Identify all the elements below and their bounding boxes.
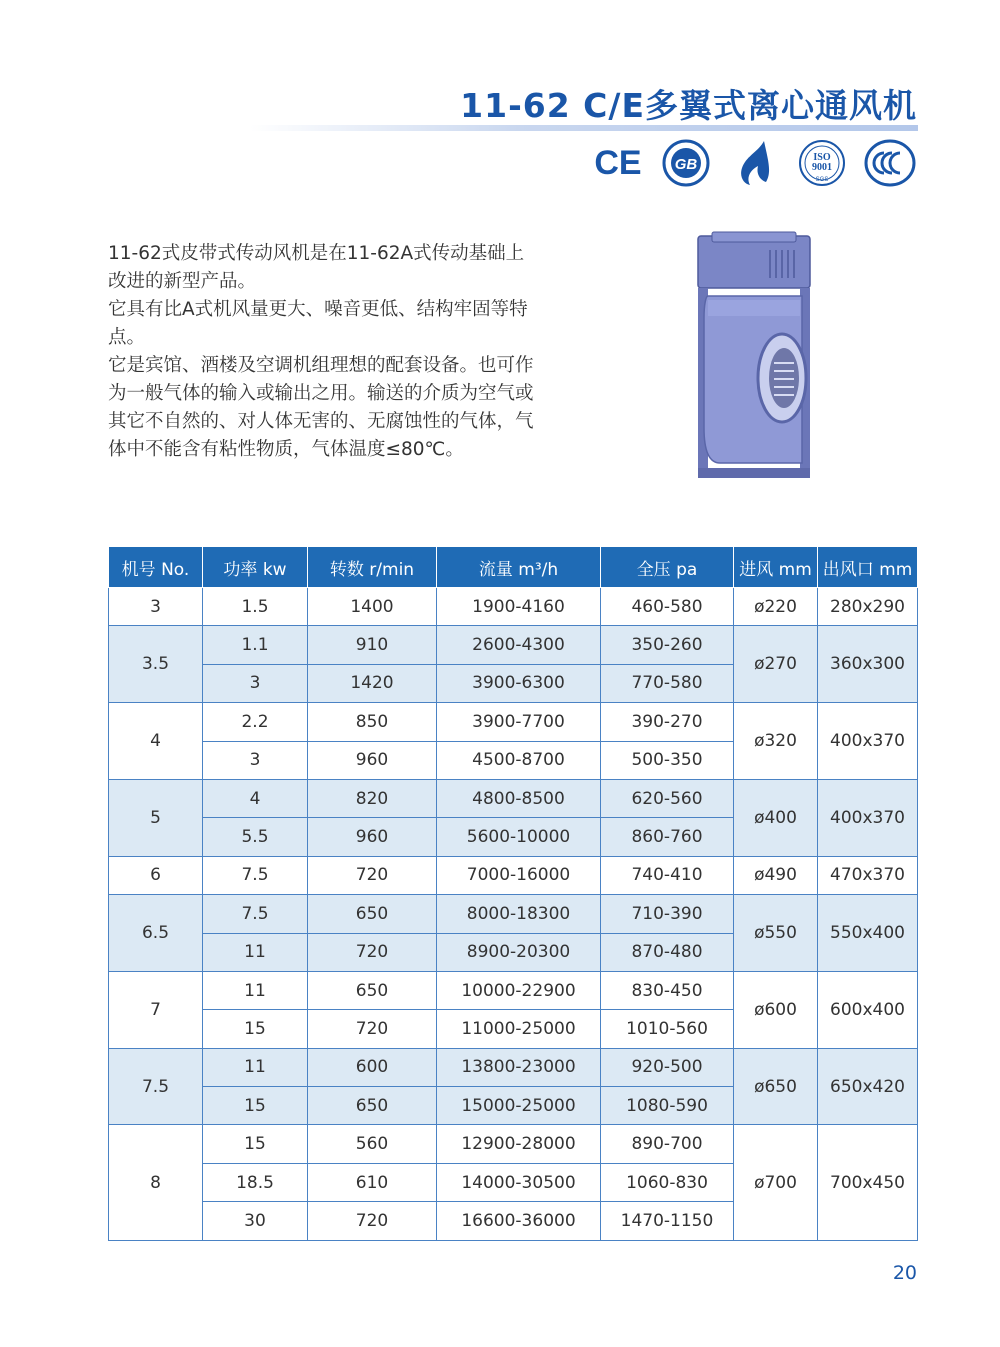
cell-power: 11 — [203, 1048, 308, 1086]
table-row — [109, 1048, 918, 1086]
iso-number: 9001 — [812, 162, 832, 173]
cell-outlet: 550x400 — [818, 895, 918, 972]
table-row — [109, 626, 918, 664]
cell-speed: 960 — [308, 741, 437, 779]
ccc-icon — [864, 138, 916, 188]
cell-pressure: 500-350 — [601, 741, 734, 779]
intro-paragraph: 它是宾馆、酒楼及空调机组理想的配套设备。也可作为一般气体的输入或输出之用。输送的介质为空气或其它不自然的、对人体无害的、无腐蚀性的气体，气体中不能含有粘性物质，气体温度≤80℃。 — [108, 355, 534, 460]
cell-pressure: 710-390 — [601, 895, 734, 933]
cell-pressure: 350-260 — [601, 626, 734, 664]
cell-power: 3 — [203, 664, 308, 702]
cell-pressure: 770-580 — [601, 664, 734, 702]
cell-model-no: 4 — [109, 703, 203, 780]
cell-power: 2.2 — [203, 703, 308, 741]
product-description — [108, 240, 538, 464]
cell-pressure: 1060-830 — [601, 1163, 734, 1201]
cell-outlet: 400x370 — [818, 703, 918, 780]
cell-inlet: ø550 — [734, 895, 818, 972]
header-power: 功率 kw — [203, 547, 308, 588]
cell-speed: 960 — [308, 818, 437, 856]
cell-power: 11 — [203, 971, 308, 1009]
cell-flow: 5600-10000 — [437, 818, 601, 856]
ce-text: CE — [594, 144, 642, 182]
cell-speed: 720 — [308, 856, 437, 894]
table-row — [109, 588, 918, 626]
cell-power: 15 — [203, 1125, 308, 1163]
intro-paragraph: 11-62式皮带式传动风机是在11-62A式传动基础上改进的新型产品。 — [108, 243, 525, 292]
iso-text: ISO — [813, 152, 831, 163]
cell-model-no: 7.5 — [109, 1048, 203, 1125]
title-underline — [250, 125, 918, 131]
cell-speed: 1400 — [308, 588, 437, 626]
cell-pressure: 390-270 — [601, 703, 734, 741]
cell-power: 3 — [203, 741, 308, 779]
cell-inlet: ø650 — [734, 1048, 818, 1125]
cell-speed: 720 — [308, 1202, 437, 1240]
cell-power: 7.5 — [203, 895, 308, 933]
cell-inlet: ø600 — [734, 971, 818, 1048]
cell-outlet: 400x370 — [818, 779, 918, 856]
header-pressure: 全压 pa — [601, 547, 734, 588]
ce-mark-icon — [592, 138, 644, 188]
cell-flow: 7000-16000 — [437, 856, 601, 894]
cell-flow: 10000-22900 — [437, 971, 601, 1009]
cell-speed: 720 — [308, 1010, 437, 1048]
cell-model-no: 7 — [109, 971, 203, 1048]
page-number: 20 — [892, 1262, 917, 1284]
spec-table — [108, 546, 918, 1241]
cell-power: 1.5 — [203, 588, 308, 626]
cell-pressure: 740-410 — [601, 856, 734, 894]
cell-flow: 4500-8700 — [437, 741, 601, 779]
table-row — [109, 703, 918, 741]
cell-power: 15 — [203, 1010, 308, 1048]
cell-outlet: 600x400 — [818, 971, 918, 1048]
cell-inlet: ø320 — [734, 703, 818, 780]
cell-power: 30 — [203, 1202, 308, 1240]
cell-inlet: ø400 — [734, 779, 818, 856]
intro-paragraph: 它具有比A式机风量更大、噪音更低、结构牢固等特点。 — [108, 299, 528, 348]
cell-flow: 14000-30500 — [437, 1163, 601, 1201]
cell-pressure: 1470-1150 — [601, 1202, 734, 1240]
cell-pressure: 860-760 — [601, 818, 734, 856]
cell-power: 5.5 — [203, 818, 308, 856]
page-title: 11-62 C/E多翼式离心通风机 — [460, 86, 917, 125]
cell-flow: 4800-8500 — [437, 779, 601, 817]
cell-pressure: 1010-560 — [601, 1010, 734, 1048]
table-row — [109, 895, 918, 933]
cell-model-no: 3 — [109, 588, 203, 626]
cell-speed: 910 — [308, 626, 437, 664]
cell-outlet: 700x450 — [818, 1125, 918, 1240]
cell-power: 1.1 — [203, 626, 308, 664]
header-inlet: 进风 mm — [734, 547, 818, 588]
certification-logos — [592, 138, 916, 188]
fan-product-image — [690, 228, 820, 483]
table-row — [109, 856, 918, 894]
cell-outlet: 280x290 — [818, 588, 918, 626]
cell-power: 4 — [203, 779, 308, 817]
header-speed: 转数 r/min — [308, 547, 437, 588]
cell-power: 11 — [203, 933, 308, 971]
cell-speed: 820 — [308, 779, 437, 817]
gb-standard-icon — [660, 138, 712, 188]
quality-flame-icon — [728, 138, 780, 188]
cell-power: 15 — [203, 1087, 308, 1125]
cell-flow: 2600-4300 — [437, 626, 601, 664]
cell-speed: 1420 — [308, 664, 437, 702]
cell-outlet: 360x300 — [818, 626, 918, 703]
header-flow: 流量 m³/h — [437, 547, 601, 588]
table-row — [109, 1125, 918, 1163]
header-model-no: 机号 No. — [109, 547, 203, 588]
cell-model-no: 5 — [109, 779, 203, 856]
cell-flow: 15000-25000 — [437, 1087, 601, 1125]
gb-text: GB — [674, 156, 698, 173]
cell-pressure: 920-500 — [601, 1048, 734, 1086]
cell-inlet: ø490 — [734, 856, 818, 894]
cell-flow: 13800-23000 — [437, 1048, 601, 1086]
cell-pressure: 460-580 — [601, 588, 734, 626]
cell-flow: 3900-7700 — [437, 703, 601, 741]
cell-speed: 610 — [308, 1163, 437, 1201]
cell-inlet: ø270 — [734, 626, 818, 703]
cell-inlet: ø220 — [734, 588, 818, 626]
cell-pressure: 1080-590 — [601, 1087, 734, 1125]
cell-flow: 8000-18300 — [437, 895, 601, 933]
cell-model-no: 6 — [109, 856, 203, 894]
cell-power: 7.5 — [203, 856, 308, 894]
cell-flow: 12900-28000 — [437, 1125, 601, 1163]
cell-pressure: 870-480 — [601, 933, 734, 971]
cell-flow: 8900-20300 — [437, 933, 601, 971]
cell-speed: 560 — [308, 1125, 437, 1163]
cell-model-no: 3.5 — [109, 626, 203, 703]
cell-outlet: 470x370 — [818, 856, 918, 894]
header-outlet: 出风口 mm — [818, 547, 918, 588]
cell-flow: 1900-4160 — [437, 588, 601, 626]
cell-model-no: 6.5 — [109, 895, 203, 972]
table-row — [109, 779, 918, 817]
cell-flow: 3900-6300 — [437, 664, 601, 702]
cell-speed: 650 — [308, 971, 437, 1009]
cell-flow: 11000-25000 — [437, 1010, 601, 1048]
cell-outlet: 650x420 — [818, 1048, 918, 1125]
cell-power: 18.5 — [203, 1163, 308, 1201]
cell-speed: 600 — [308, 1048, 437, 1086]
iso9001-sgs-icon — [796, 138, 848, 188]
cell-speed: 650 — [308, 895, 437, 933]
cell-inlet: ø700 — [734, 1125, 818, 1240]
cell-model-no: 8 — [109, 1125, 203, 1240]
cell-flow: 16600-36000 — [437, 1202, 601, 1240]
cell-speed: 850 — [308, 703, 437, 741]
sgs-text: SGS — [815, 177, 829, 183]
cell-pressure: 620-560 — [601, 779, 734, 817]
table-header-row — [109, 547, 918, 588]
cell-pressure: 830-450 — [601, 971, 734, 1009]
cell-speed: 720 — [308, 933, 437, 971]
table-row — [109, 971, 918, 1009]
cell-speed: 650 — [308, 1087, 437, 1125]
cell-pressure: 890-700 — [601, 1125, 734, 1163]
